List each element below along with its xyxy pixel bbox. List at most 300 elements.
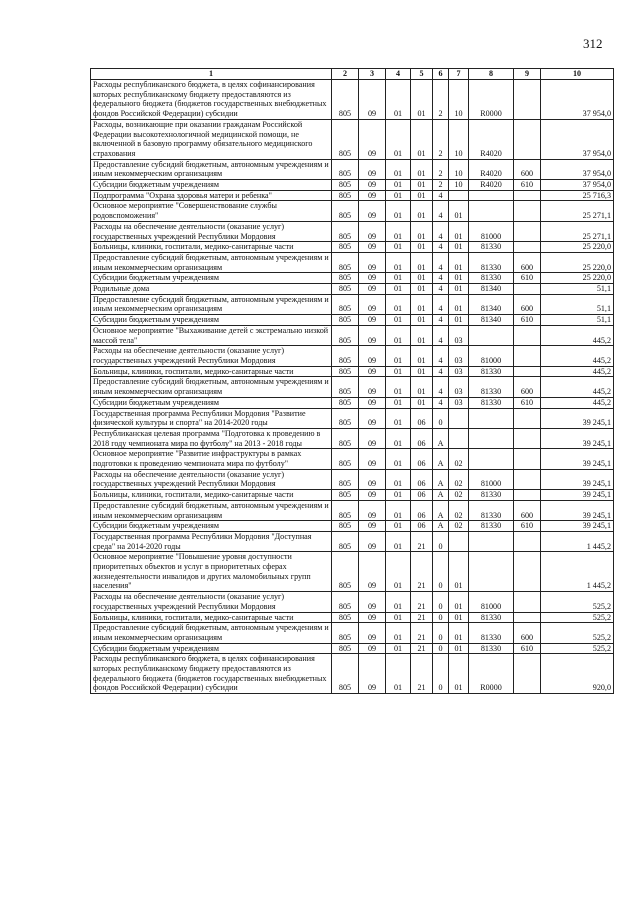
cell-section-code: 09 (359, 315, 386, 326)
row-description: Предоставление субсидий бюджетным, автономным учреждениям и иным некоммерческим организациям (91, 294, 332, 314)
table-row (91, 531, 614, 551)
cell-amount: 51,1 (541, 294, 614, 314)
row-description: Субсидии бюджетным учреждениям (91, 521, 332, 532)
cell-amount: 25 220,0 (541, 252, 614, 272)
cell-ministry-code: 805 (332, 531, 359, 551)
cell-ministry-code: 805 (332, 242, 359, 253)
cell-event-code: 10 (449, 80, 469, 120)
row-description: Субсидии бюджетным учреждениям (91, 273, 332, 284)
column-header: 4 (386, 69, 411, 80)
cell-target-code: R4020 (469, 119, 514, 159)
cell-section-code: 09 (359, 469, 386, 489)
table-row (91, 449, 614, 469)
cell-section-code: 09 (359, 377, 386, 397)
cell-program-code: 01 (411, 159, 433, 179)
cell-amount: 39 245,1 (541, 490, 614, 501)
column-header: 7 (449, 69, 469, 80)
cell-section-code: 09 (359, 490, 386, 501)
cell-expense-type-code (514, 592, 541, 612)
cell-section-code: 09 (359, 159, 386, 179)
row-description: Больницы, клиники, госпитали, медико-санитарные части (91, 242, 332, 253)
cell-expense-type-code: 600 (514, 500, 541, 520)
cell-amount: 445,2 (541, 377, 614, 397)
cell-ministry-code: 805 (332, 397, 359, 408)
cell-target-code: 81340 (469, 294, 514, 314)
cell-section-code: 09 (359, 284, 386, 295)
cell-ministry-code: 805 (332, 377, 359, 397)
cell-amount: 525,2 (541, 623, 614, 643)
cell-subsection-code: 01 (386, 315, 411, 326)
cell-section-code: 09 (359, 521, 386, 532)
budget-table (90, 68, 614, 694)
table-row (91, 190, 614, 201)
row-description: Предоставление субсидий бюджетным, автономным учреждениям и иным некоммерческим организациям (91, 623, 332, 643)
cell-expense-type-code (514, 190, 541, 201)
cell-target-code (469, 449, 514, 469)
cell-subprogram-code: 0 (433, 612, 449, 623)
cell-event-code (449, 428, 469, 448)
cell-event-code: 03 (449, 346, 469, 366)
cell-target-code: 81000 (469, 221, 514, 241)
cell-event-code: 01 (449, 612, 469, 623)
cell-amount: 445,2 (541, 325, 614, 345)
cell-subprogram-code: 4 (433, 315, 449, 326)
cell-section-code: 09 (359, 325, 386, 345)
cell-subsection-code: 01 (386, 521, 411, 532)
cell-subsection-code: 01 (386, 531, 411, 551)
cell-subsection-code: 01 (386, 242, 411, 253)
cell-subsection-code: 01 (386, 119, 411, 159)
cell-event-code: 03 (449, 377, 469, 397)
cell-subsection-code: 01 (386, 592, 411, 612)
cell-amount: 39 245,1 (541, 428, 614, 448)
cell-ministry-code: 805 (332, 325, 359, 345)
cell-amount: 445,2 (541, 346, 614, 366)
cell-amount: 39 245,1 (541, 408, 614, 428)
cell-subprogram-code: А (433, 490, 449, 501)
cell-event-code: 03 (449, 325, 469, 345)
cell-expense-type-code (514, 221, 541, 241)
cell-expense-type-code (514, 469, 541, 489)
table-row (91, 294, 614, 314)
cell-ministry-code: 805 (332, 428, 359, 448)
table-row (91, 119, 614, 159)
table-row (91, 273, 614, 284)
cell-subsection-code: 01 (386, 490, 411, 501)
table-row (91, 500, 614, 520)
table-row (91, 552, 614, 592)
table-row (91, 252, 614, 272)
cell-target-code: 81330 (469, 643, 514, 654)
cell-amount: 525,2 (541, 643, 614, 654)
cell-program-code: 01 (411, 273, 433, 284)
cell-ministry-code: 805 (332, 346, 359, 366)
cell-amount: 525,2 (541, 592, 614, 612)
table-row (91, 428, 614, 448)
cell-expense-type-code (514, 449, 541, 469)
cell-subsection-code: 01 (386, 654, 411, 694)
cell-amount: 1 445,2 (541, 531, 614, 551)
row-description: Основное мероприятие "Совершенствование службы родовспоможения" (91, 201, 332, 221)
cell-amount: 25 271,1 (541, 221, 614, 241)
cell-program-code: 21 (411, 552, 433, 592)
table-row (91, 180, 614, 191)
column-header: 2 (332, 69, 359, 80)
cell-program-code: 21 (411, 612, 433, 623)
cell-amount: 525,2 (541, 612, 614, 623)
cell-section-code: 09 (359, 190, 386, 201)
table-row (91, 325, 614, 345)
cell-subprogram-code: 0 (433, 592, 449, 612)
cell-event-code: 01 (449, 284, 469, 295)
cell-event-code: 01 (449, 643, 469, 654)
cell-amount: 39 245,1 (541, 449, 614, 469)
cell-subprogram-code: 0 (433, 552, 449, 592)
cell-target-code: R4020 (469, 159, 514, 179)
cell-amount: 37 954,0 (541, 80, 614, 120)
cell-program-code: 01 (411, 294, 433, 314)
cell-ministry-code: 805 (332, 592, 359, 612)
row-description: Субсидии бюджетным учреждениям (91, 397, 332, 408)
cell-ministry-code: 805 (332, 552, 359, 592)
cell-section-code: 09 (359, 346, 386, 366)
cell-section-code: 09 (359, 623, 386, 643)
cell-ministry-code: 805 (332, 500, 359, 520)
cell-expense-type-code (514, 242, 541, 253)
cell-ministry-code: 805 (332, 190, 359, 201)
cell-expense-type-code: 610 (514, 643, 541, 654)
cell-ministry-code: 805 (332, 159, 359, 179)
cell-target-code: 81330 (469, 252, 514, 272)
cell-program-code: 01 (411, 242, 433, 253)
cell-section-code: 09 (359, 552, 386, 592)
cell-event-code: 03 (449, 366, 469, 377)
cell-program-code: 21 (411, 592, 433, 612)
cell-subsection-code: 01 (386, 500, 411, 520)
cell-target-code: 81000 (469, 469, 514, 489)
cell-subsection-code: 01 (386, 469, 411, 489)
row-description: Основное мероприятие "Развитие инфраструктуры в рамках подготовки к проведению чемпионата мира по футболу" (91, 449, 332, 469)
cell-expense-type-code (514, 201, 541, 221)
cell-target-code: R0000 (469, 80, 514, 120)
cell-event-code (449, 408, 469, 428)
cell-program-code: 06 (411, 500, 433, 520)
cell-amount: 445,2 (541, 397, 614, 408)
cell-subprogram-code: 2 (433, 180, 449, 191)
table-row (91, 159, 614, 179)
cell-subsection-code: 01 (386, 428, 411, 448)
cell-subprogram-code: А (433, 449, 449, 469)
cell-subprogram-code: 0 (433, 643, 449, 654)
cell-ministry-code: 805 (332, 521, 359, 532)
table-row (91, 366, 614, 377)
cell-expense-type-code (514, 612, 541, 623)
row-description: Республиканская целевая программа "Подготовка к проведению в 2018 году чемпионата мира по футболу" на 2013 - 2018 годы (91, 428, 332, 448)
row-description: Больницы, клиники, госпитали, медико-санитарные части (91, 612, 332, 623)
table-row (91, 490, 614, 501)
cell-event-code: 02 (449, 500, 469, 520)
cell-amount: 445,2 (541, 366, 614, 377)
cell-section-code: 09 (359, 221, 386, 241)
cell-subsection-code: 01 (386, 294, 411, 314)
table-row (91, 377, 614, 397)
cell-expense-type-code: 600 (514, 623, 541, 643)
cell-target-code: 81000 (469, 592, 514, 612)
cell-expense-type-code: 610 (514, 180, 541, 191)
cell-section-code: 09 (359, 592, 386, 612)
cell-subprogram-code: 2 (433, 119, 449, 159)
cell-expense-type-code (514, 80, 541, 120)
cell-target-code: 81330 (469, 490, 514, 501)
cell-subprogram-code: 0 (433, 408, 449, 428)
row-description: Расходы на обеспечение деятельности (оказание услуг) государственных учреждений Республики Мордовия (91, 346, 332, 366)
cell-program-code: 01 (411, 397, 433, 408)
cell-program-code: 01 (411, 284, 433, 295)
cell-target-code (469, 552, 514, 592)
cell-event-code: 01 (449, 273, 469, 284)
cell-section-code: 09 (359, 408, 386, 428)
row-description: Расходы республиканского бюджета, в целях софинансирования которых республиканскому бюджету предоставляются из федерального бюджета (бюджетов государственных внебюджетных фондов Российской Федерации) субсидии (91, 654, 332, 694)
cell-target-code: 81330 (469, 242, 514, 253)
cell-subsection-code: 01 (386, 221, 411, 241)
row-description: Субсидии бюджетным учреждениям (91, 180, 332, 191)
cell-subsection-code: 01 (386, 80, 411, 120)
cell-subsection-code: 01 (386, 377, 411, 397)
cell-program-code: 06 (411, 449, 433, 469)
cell-event-code: 03 (449, 397, 469, 408)
cell-section-code: 09 (359, 294, 386, 314)
cell-subsection-code: 01 (386, 346, 411, 366)
column-header: 8 (469, 69, 514, 80)
cell-section-code: 09 (359, 80, 386, 120)
cell-target-code: 81330 (469, 377, 514, 397)
cell-subprogram-code: А (433, 500, 449, 520)
cell-event-code: 01 (449, 252, 469, 272)
cell-event-code: 02 (449, 490, 469, 501)
cell-event-code: 01 (449, 654, 469, 694)
cell-ministry-code: 805 (332, 252, 359, 272)
cell-target-code: 81330 (469, 521, 514, 532)
cell-program-code: 06 (411, 469, 433, 489)
cell-event-code: 01 (449, 592, 469, 612)
cell-subprogram-code: А (433, 521, 449, 532)
cell-program-code: 01 (411, 119, 433, 159)
cell-subsection-code: 01 (386, 366, 411, 377)
cell-amount: 37 954,0 (541, 119, 614, 159)
cell-program-code: 01 (411, 80, 433, 120)
cell-subsection-code: 01 (386, 552, 411, 592)
cell-program-code: 01 (411, 377, 433, 397)
table-row (91, 221, 614, 241)
table-header-row (91, 69, 614, 80)
cell-subsection-code: 01 (386, 180, 411, 191)
row-description: Больницы, клиники, госпитали, медико-санитарные части (91, 366, 332, 377)
table-row (91, 654, 614, 694)
cell-section-code: 09 (359, 654, 386, 694)
cell-expense-type-code (514, 408, 541, 428)
column-header: 6 (433, 69, 449, 80)
cell-event-code: 01 (449, 221, 469, 241)
cell-target-code: R4020 (469, 180, 514, 191)
cell-subprogram-code: 4 (433, 221, 449, 241)
cell-amount: 25 220,0 (541, 242, 614, 253)
cell-target-code (469, 531, 514, 551)
cell-subprogram-code: 2 (433, 80, 449, 120)
table-row (91, 80, 614, 120)
column-header: 1 (91, 69, 332, 80)
cell-section-code: 09 (359, 242, 386, 253)
cell-amount: 1 445,2 (541, 552, 614, 592)
cell-ministry-code: 805 (332, 490, 359, 501)
cell-ministry-code: 805 (332, 408, 359, 428)
cell-expense-type-code: 600 (514, 159, 541, 179)
cell-program-code: 01 (411, 325, 433, 345)
cell-subsection-code: 01 (386, 201, 411, 221)
table-row (91, 521, 614, 532)
cell-section-code: 09 (359, 252, 386, 272)
cell-target-code: 81330 (469, 397, 514, 408)
table-row (91, 592, 614, 612)
cell-event-code (449, 190, 469, 201)
cell-program-code: 01 (411, 201, 433, 221)
cell-expense-type-code: 610 (514, 315, 541, 326)
cell-program-code: 06 (411, 490, 433, 501)
cell-event-code (449, 531, 469, 551)
column-header: 9 (514, 69, 541, 80)
row-description: Подпрограмма "Охрана здоровья матери и ребенка" (91, 190, 332, 201)
cell-subsection-code: 01 (386, 408, 411, 428)
cell-subsection-code: 01 (386, 159, 411, 179)
cell-subsection-code: 01 (386, 190, 411, 201)
row-description: Больницы, клиники, госпитали, медико-санитарные части (91, 490, 332, 501)
cell-subprogram-code: 4 (433, 294, 449, 314)
cell-expense-type-code: 600 (514, 252, 541, 272)
row-description: Расходы на обеспечение деятельности (оказание услуг) государственных учреждений Республики Мордовия (91, 469, 332, 489)
cell-subsection-code: 01 (386, 273, 411, 284)
row-description: Государственная программа Республики Мордовия "Развитие физической культуры и спорта" на 2014-2020 годы (91, 408, 332, 428)
table-row (91, 643, 614, 654)
cell-program-code: 21 (411, 623, 433, 643)
cell-subprogram-code: 4 (433, 366, 449, 377)
cell-ministry-code: 805 (332, 643, 359, 654)
cell-subsection-code: 01 (386, 397, 411, 408)
cell-target-code: 81330 (469, 273, 514, 284)
cell-target-code (469, 408, 514, 428)
cell-ministry-code: 805 (332, 469, 359, 489)
cell-subprogram-code: А (433, 469, 449, 489)
cell-expense-type-code (514, 531, 541, 551)
cell-amount: 25 220,0 (541, 273, 614, 284)
row-description: Родильные дома (91, 284, 332, 295)
table-row (91, 469, 614, 489)
cell-amount: 39 245,1 (541, 521, 614, 532)
cell-program-code: 01 (411, 190, 433, 201)
table-row (91, 346, 614, 366)
cell-ministry-code: 805 (332, 449, 359, 469)
cell-subsection-code: 01 (386, 612, 411, 623)
cell-target-code: 81340 (469, 315, 514, 326)
cell-target-code (469, 190, 514, 201)
cell-section-code: 09 (359, 428, 386, 448)
table-row (91, 408, 614, 428)
cell-ministry-code: 805 (332, 612, 359, 623)
cell-amount: 51,1 (541, 315, 614, 326)
cell-amount: 25 716,3 (541, 190, 614, 201)
cell-subprogram-code: 4 (433, 190, 449, 201)
row-description: Расходы на обеспечение деятельности (оказание услуг) государственных учреждений Республики Мордовия (91, 592, 332, 612)
cell-section-code: 09 (359, 531, 386, 551)
cell-subprogram-code: 0 (433, 623, 449, 643)
cell-target-code: 81330 (469, 612, 514, 623)
cell-expense-type-code: 600 (514, 377, 541, 397)
table-row (91, 397, 614, 408)
cell-subprogram-code: 4 (433, 397, 449, 408)
row-description: Расходы, возникающие при оказании гражданам Российской Федерации высокотехнологичной медицинской помощи, не включенной в базовую программу обязательного медицинского страхования (91, 119, 332, 159)
cell-program-code: 01 (411, 366, 433, 377)
cell-subprogram-code: 0 (433, 654, 449, 694)
row-description: Основное мероприятие "Выхаживание детей с экстремально низкой массой тела" (91, 325, 332, 345)
table-row (91, 315, 614, 326)
cell-expense-type-code: 600 (514, 294, 541, 314)
cell-target-code (469, 201, 514, 221)
cell-subprogram-code: 4 (433, 377, 449, 397)
table-row (91, 612, 614, 623)
cell-amount: 39 245,1 (541, 500, 614, 520)
row-description: Предоставление субсидий бюджетным, автономным учреждениям и иным некоммерческим организациям (91, 159, 332, 179)
cell-target-code: 81330 (469, 623, 514, 643)
cell-section-code: 09 (359, 643, 386, 654)
cell-target-code: R0000 (469, 654, 514, 694)
cell-program-code: 06 (411, 408, 433, 428)
table-row (91, 284, 614, 295)
cell-subsection-code: 01 (386, 325, 411, 345)
cell-ministry-code: 805 (332, 273, 359, 284)
column-header: 3 (359, 69, 386, 80)
cell-expense-type-code (514, 119, 541, 159)
cell-subprogram-code: 0 (433, 531, 449, 551)
cell-ministry-code: 805 (332, 119, 359, 159)
cell-subprogram-code: 4 (433, 252, 449, 272)
cell-subsection-code: 01 (386, 623, 411, 643)
cell-subprogram-code: 4 (433, 273, 449, 284)
cell-subprogram-code: А (433, 428, 449, 448)
cell-event-code: 10 (449, 159, 469, 179)
cell-program-code: 01 (411, 315, 433, 326)
cell-ministry-code: 805 (332, 294, 359, 314)
cell-program-code: 21 (411, 531, 433, 551)
cell-amount: 39 245,1 (541, 469, 614, 489)
cell-expense-type-code: 610 (514, 397, 541, 408)
cell-target-code (469, 325, 514, 345)
cell-subsection-code: 01 (386, 284, 411, 295)
cell-amount: 37 954,0 (541, 180, 614, 191)
cell-amount: 51,1 (541, 284, 614, 295)
table-row (91, 242, 614, 253)
cell-event-code: 01 (449, 315, 469, 326)
cell-ministry-code: 805 (332, 654, 359, 694)
cell-section-code: 09 (359, 180, 386, 191)
table-body (91, 80, 614, 694)
cell-event-code: 01 (449, 623, 469, 643)
cell-subprogram-code: 4 (433, 201, 449, 221)
cell-ministry-code: 805 (332, 284, 359, 295)
cell-subprogram-code: 4 (433, 284, 449, 295)
cell-expense-type-code (514, 284, 541, 295)
column-header: 5 (411, 69, 433, 80)
cell-program-code: 21 (411, 654, 433, 694)
cell-ministry-code: 805 (332, 315, 359, 326)
cell-event-code: 01 (449, 242, 469, 253)
